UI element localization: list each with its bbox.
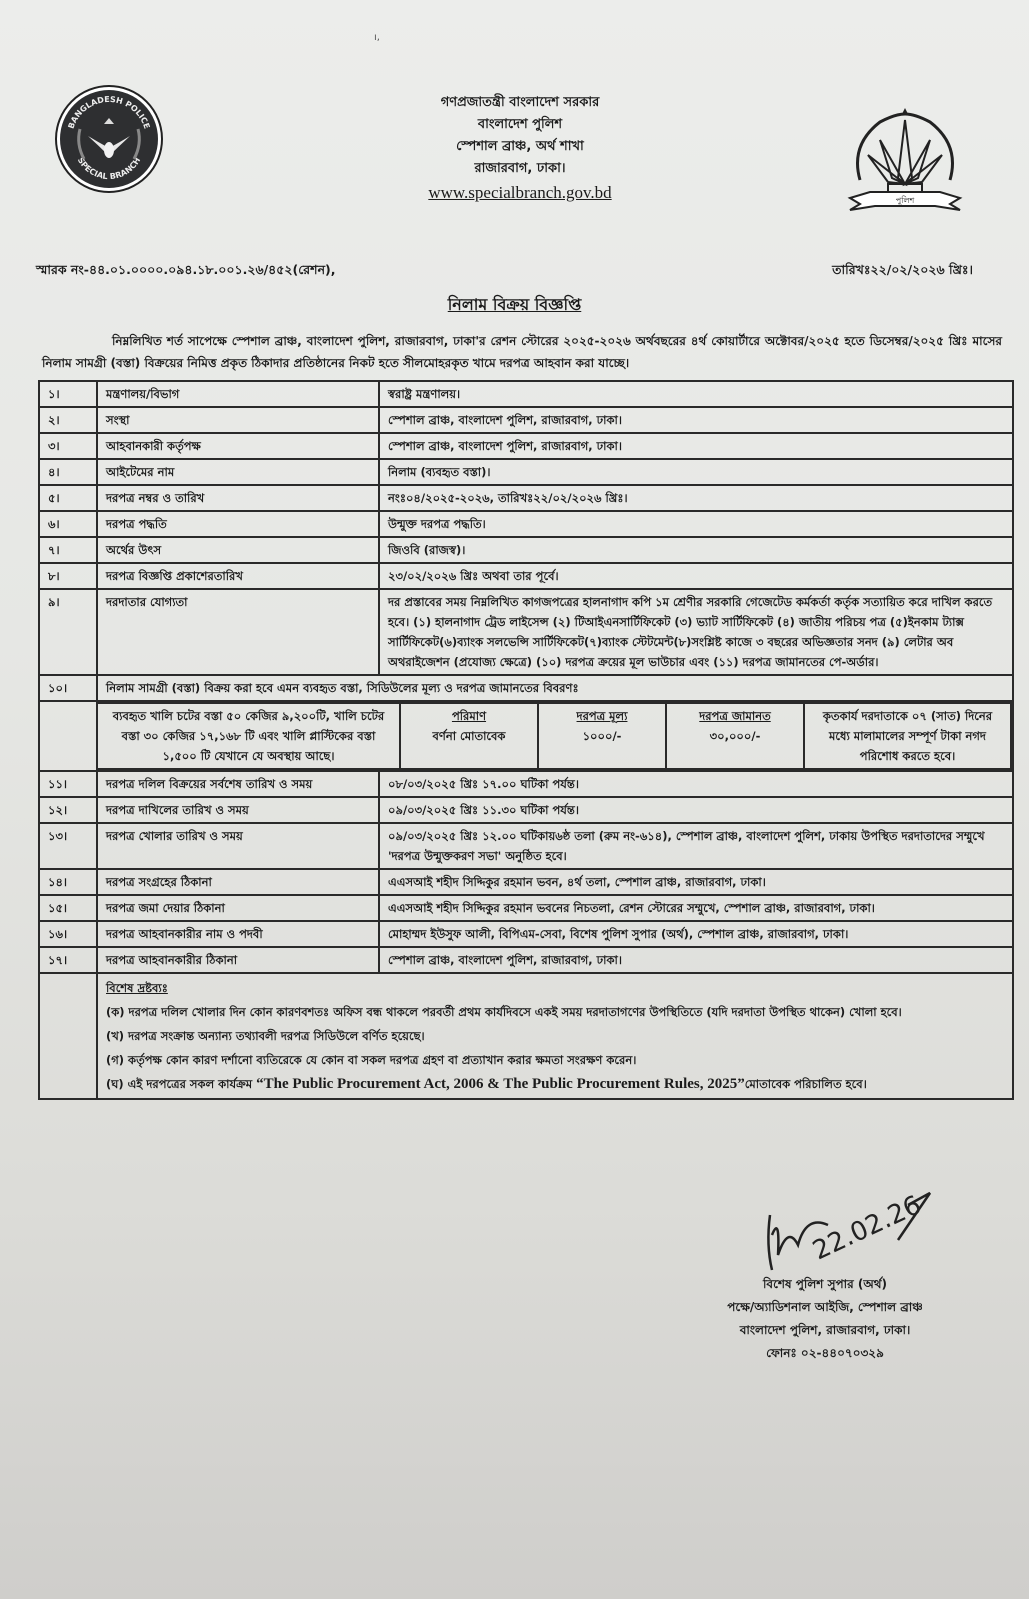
row-number: ১৬। <box>39 921 97 947</box>
svg-text:SPECIAL BRANCH: SPECIAL BRANCH <box>75 155 143 182</box>
row-label: দরপত্র দলিল বিক্রয়ের সর্বশেষ তারিখ ও সময় <box>97 771 379 797</box>
note-item: (গ) কর্তৃপক্ষ কোন কারণ দর্শানো ব্যতিরেকে যে কোন বা সকল দরপত্র গ্রহণ বা প্রত্যাখান করার ক্ষমতা সংরক্ষণ করেন। <box>106 1053 637 1067</box>
row-value: ০৮/০৩/২০২৫ খ্রিঃ ১৭.০০ ঘটিকা পর্যন্ত। <box>379 771 1013 797</box>
table-row <box>39 921 1013 947</box>
row-number: ৭। <box>39 537 97 563</box>
row-label: দরপত্র সংগ্রহের ঠিকানা <box>97 869 379 895</box>
header-government: গণপ্রজাতন্ত্রী বাংলাদেশ সরকার <box>440 95 600 110</box>
header-location: রাজারবাগ, ঢাকা। <box>474 161 566 176</box>
svg-text:পুলিশ: পুলিশ <box>895 196 915 205</box>
price-header: দরপত্র মূল্য <box>576 709 628 723</box>
row-number: ৮। <box>39 563 97 589</box>
handwritten-signature <box>758 1185 938 1275</box>
table-row <box>39 589 1013 675</box>
row-number: ৬। <box>39 511 97 537</box>
intro-paragraph: নিম্নলিখিত শর্ত সাপেক্ষে স্পেশাল ব্রাঞ্চ, বাংলাদেশ পুলিশ, রাজারবাগ, ঢাকা'র রেশন স্টোরের ২০২৫-২০২৬ অর্থবছরের ৪র্থ কোয়ার্টারে অক্টোবর/২০২৫ হতে ডিসেম্বর/২০২৫ খ্রিঃ মাসের নিলাম সামগ্রী (বস্তা) বিক্রয়ের নিমিত্ত প্রকৃত ঠিকাদার প্রতিষ্ঠানের নিকট হতে সীলমোহরকৃত খামে দরপত্র আহবান করা যাচ্ছে। <box>42 334 1002 370</box>
security-header: দরপত্র জামানত <box>699 709 771 723</box>
table-row <box>39 433 1013 459</box>
table-row <box>39 895 1013 921</box>
row-label: মন্ত্রণালয়/বিভাগ <box>97 381 379 407</box>
print-artifact: ı, <box>374 32 380 43</box>
row-value: এএসআই শহীদ সিদ্দিকুর রহমান ভবনের নিচতলা, রেশন স্টোরের সম্মুখে, স্পেশাল ব্রাঞ্চ, রাজারবাগ, ঢাকা। <box>379 895 1013 921</box>
security-value: ৩০,০০০/- <box>709 729 761 743</box>
signature-block <box>660 1273 990 1365</box>
table-row <box>39 823 1013 869</box>
row-number: ১। <box>39 381 97 407</box>
row-number: ১০। <box>39 675 97 701</box>
price-value: ১০০০/- <box>582 729 622 743</box>
table-row <box>39 675 1013 701</box>
act-reference: “The Public Procurement Act, 2006 & The Public Procurement Rules, 2025” <box>256 1076 745 1092</box>
row-value: জিওবি (রাজস্ব)। <box>379 537 1013 563</box>
row-value: স্পেশাল ব্রাঞ্চ, বাংলাদেশ পুলিশ, রাজারবাগ, ঢাকা। <box>379 947 1013 973</box>
row-label: আহবানকারী কর্তৃপক্ষ <box>97 433 379 459</box>
title-text: নিলাম বিক্রয় বিজ্ঞপ্তি <box>447 295 582 314</box>
table-row <box>39 947 1013 973</box>
row-number: ১৩। <box>39 823 97 869</box>
page-title <box>0 292 1029 319</box>
bangladesh-police-special-branch-seal-icon <box>54 84 164 194</box>
row-value: এএসআই শহীদ সিদ্দিকুর রহমান ভবন, ৪র্থ তলা, স্পেশাল ব্রাঞ্চ, রাজারবাগ, ঢাকা। <box>379 869 1013 895</box>
table-row <box>39 459 1013 485</box>
table-row <box>39 771 1013 797</box>
row-label: দরপত্র নম্বর ও তারিখ <box>97 485 379 511</box>
row-label: অর্থের উৎস <box>97 537 379 563</box>
signatory-title: বিশেষ পুলিশ সুপার (অর্থ) <box>762 1277 888 1291</box>
row-label: সংস্থা <box>97 407 379 433</box>
row-label: আইটেমের নাম <box>97 459 379 485</box>
row-value: নিলাম (ব্যবহৃত বস্তা)। <box>379 459 1013 485</box>
item-description: ব্যবহৃত খালি চটের বস্তা ৫০ কেজির ৯,২০০টি, খালি চটের বস্তা ৩০ কেজির ১৭,১৬৮ টি এবং খালি প্লাস্টিকের বস্তা ১,৫০০ টি যেখানে যে অবস্থায় আছে। <box>98 703 400 769</box>
row-number: ১৭। <box>39 947 97 973</box>
svg-text:BANGLADESH POLICE: BANGLADESH POLICE <box>66 94 152 130</box>
row-value: ২৩/০২/২০২৬ খ্রিঃ অথবা তার পূর্বে। <box>379 563 1013 589</box>
row-label: দরপত্র খোলার তারিখ ও সময় <box>97 823 379 869</box>
row-number: ১১। <box>39 771 97 797</box>
item-schedule-table <box>98 702 1012 770</box>
row-label: দরপত্র জমা দেয়ার ঠিকানা <box>97 895 379 921</box>
row-label: দরপত্র দাখিলের তারিখ ও সময় <box>97 797 379 823</box>
row-heading: নিলাম সামগ্রী (বস্তা) বিক্রয় করা হবে এমন ব্যবহৃত বস্তা, সিডিউলের মূল্য ও দরপত্র জামানতের বিবরণঃ <box>97 675 1013 701</box>
table-row <box>39 485 1013 511</box>
row-number: ৯। <box>39 589 97 675</box>
bangladesh-police-emblem-icon <box>840 100 970 225</box>
table-row <box>39 537 1013 563</box>
signatory-phone: ফোনঃ ০২-৪৪০৭০৩২৯ <box>766 1346 884 1360</box>
row-number: ১৫। <box>39 895 97 921</box>
notes-title: বিশেষ দ্রষ্টব্যঃ <box>106 981 168 995</box>
row-value: মোহাম্মদ ইউসুফ আলী, বিপিএম-সেবা, বিশেষ পুলিশ সুপার (অর্থ), স্পেশাল ব্রাঞ্চ, রাজারবাগ, ঢাকা। <box>379 921 1013 947</box>
row-value: নংঃ০৪/২০২৫-২০২৬, তারিখঃ২২/০২/২০২৬ খ্রিঃ। <box>379 485 1013 511</box>
table-row <box>39 797 1013 823</box>
table-row <box>39 381 1013 407</box>
row-label: দরপত্র আহবানকারীর ঠিকানা <box>97 947 379 973</box>
row-label: দরপত্র আহবানকারীর নাম ও পদবী <box>97 921 379 947</box>
row-value: স্পেশাল ব্রাঞ্চ, বাংলাদেশ পুলিশ, রাজারবাগ, ঢাকা। <box>379 433 1013 459</box>
signatory-on-behalf: পক্ষে/অ্যাডিশনাল আইজি, স্পেশাল ব্রাঞ্চ <box>727 1300 923 1314</box>
table-row <box>39 869 1013 895</box>
row-value: উন্মুক্ত দরপত্র পদ্ধতি। <box>379 511 1013 537</box>
row-number: ১২। <box>39 797 97 823</box>
header-department: বাংলাদেশ পুলিশ <box>477 117 563 132</box>
row-value: স্বরাষ্ট্র মন্ত্রণালয়। <box>379 381 1013 407</box>
memo-number: স্মারক নং-৪৪.০১.০০০০.০৯৪.১৮.০০১.২৬/৪৫২(রেশন), <box>36 262 336 277</box>
row-value: ০৯/০৩/২০২৫ খ্রিঃ ১২.০০ ঘটিকায়৬ষ্ঠ তলা (রুম নং-৬১৪), স্পেশাল ব্রাঞ্চ, বাংলাদেশ পুলিশ, ঢাকায় উপস্থিত দরদাতাদের সম্মুখে 'দরপত্র উন্মুক্তকরণ সভা' অনুষ্ঠিত হবে। <box>379 823 1013 869</box>
tender-details-table <box>38 380 1014 1100</box>
signature-date: 22.02.26 <box>808 1190 926 1267</box>
note-item: (খ) দরপত্র সংক্রান্ত অন্যান্য তথ্যাবলী দরপত্র সিডিউলে বর্ণিত হয়েছে। <box>106 1029 425 1043</box>
payment-note: কৃতকার্য দরদাতাকে ০৭ (সাত) দিনের মধ্যে মালামালের সম্পূর্ণ টাকা নগদ পরিশোধ করতে হবে। <box>804 703 1011 769</box>
note-item: (ক) দরপত্র দলিল খোলার দিন কোন কারণবশতঃ অফিস বন্ধ থাকলে পরবর্তী প্রথম কার্যদিবসে একই সময় দরদাতাগণের উপস্থিতিতে (যদি দরদাতা উপস্থিত থাকেন) খোলা হবে। <box>106 1005 902 1019</box>
table-row <box>39 407 1013 433</box>
header-branch: স্পেশাল ব্রাঞ্চ, অর্থ শাখা <box>456 139 584 154</box>
row-label: দরপত্র পদ্ধতি <box>97 511 379 537</box>
table-row <box>39 511 1013 537</box>
notice-date: তারিখঃ২২/০২/২০২৬ খ্রিঃ। <box>832 262 973 277</box>
table-row <box>39 973 1013 1099</box>
row-value: দর প্রস্তাবের সময় নিম্নলিখিত কাগজপত্রের হালনাগাদ কপি ১ম শ্রেণীর সরকারি গেজেটেড কর্মকর্তা কর্তৃক সত্যায়িত করে দাখিল করতে হবে। (১) হালনাগাদ ট্রেড লাইসেন্স (২) টিআইএনসার্টিফিকেট (৩) ভ্যাট সার্টিফিকেট (৪) জাতীয় পরিচয় পত্র (৫)ইনকাম ট্যাক্স সার্টিফিকেট(৬)ব্যাংক সলভেন্সি সার্টিফিকেট(৭)ব্যাংক স্টেটমেন্ট(৮)সংশ্লিষ্ট কাজে ৩ বছরের অভিজ্ঞতার সনদ (৯) লেটার অব অথরাইজেশন (প্রযোজ্য ক্ষেত্রে) (১০) দরপত্র ক্রয়ের মূল ভাউচার এবং (১১) দরপত্র জামানতের পে-অর্ডার। <box>379 589 1013 675</box>
row-label: দরপত্র বিজ্ঞপ্তি প্রকাশেরতারিখ <box>97 563 379 589</box>
row-number: ১৪। <box>39 869 97 895</box>
special-notes <box>97 973 1013 1099</box>
signatory-address: বাংলাদেশ পুলিশ, রাজারবাগ, ঢাকা। <box>739 1323 911 1337</box>
row-number: ৫। <box>39 485 97 511</box>
quantity-header: পরিমাণ <box>451 709 487 723</box>
row-number: ৪। <box>39 459 97 485</box>
table-row <box>39 563 1013 589</box>
row-number: ৩। <box>39 433 97 459</box>
table-row <box>39 701 1013 771</box>
note-item: (ঘ) এই দরপত্রের সকল কার্যক্রম “The Public Procurement Act, 2006 & The Public Procurement Rules, 2025”মোতাবেক পরিচালিত হবে। <box>106 1076 867 1092</box>
row-number: ২। <box>39 407 97 433</box>
office-header <box>380 92 660 204</box>
website-link[interactable]: www.specialbranch.gov.bd <box>428 183 612 202</box>
row-label: দরদাতার যোগ্যতা <box>97 589 379 675</box>
row-value: ০৯/০৩/২০২৫ খ্রিঃ ১১.৩০ ঘটিকা পর্যন্ত। <box>379 797 1013 823</box>
quantity-value: বর্ণনা মোতাবেক <box>432 729 506 743</box>
row-value: স্পেশাল ব্রাঞ্চ, বাংলাদেশ পুলিশ, রাজারবাগ, ঢাকা। <box>379 407 1013 433</box>
